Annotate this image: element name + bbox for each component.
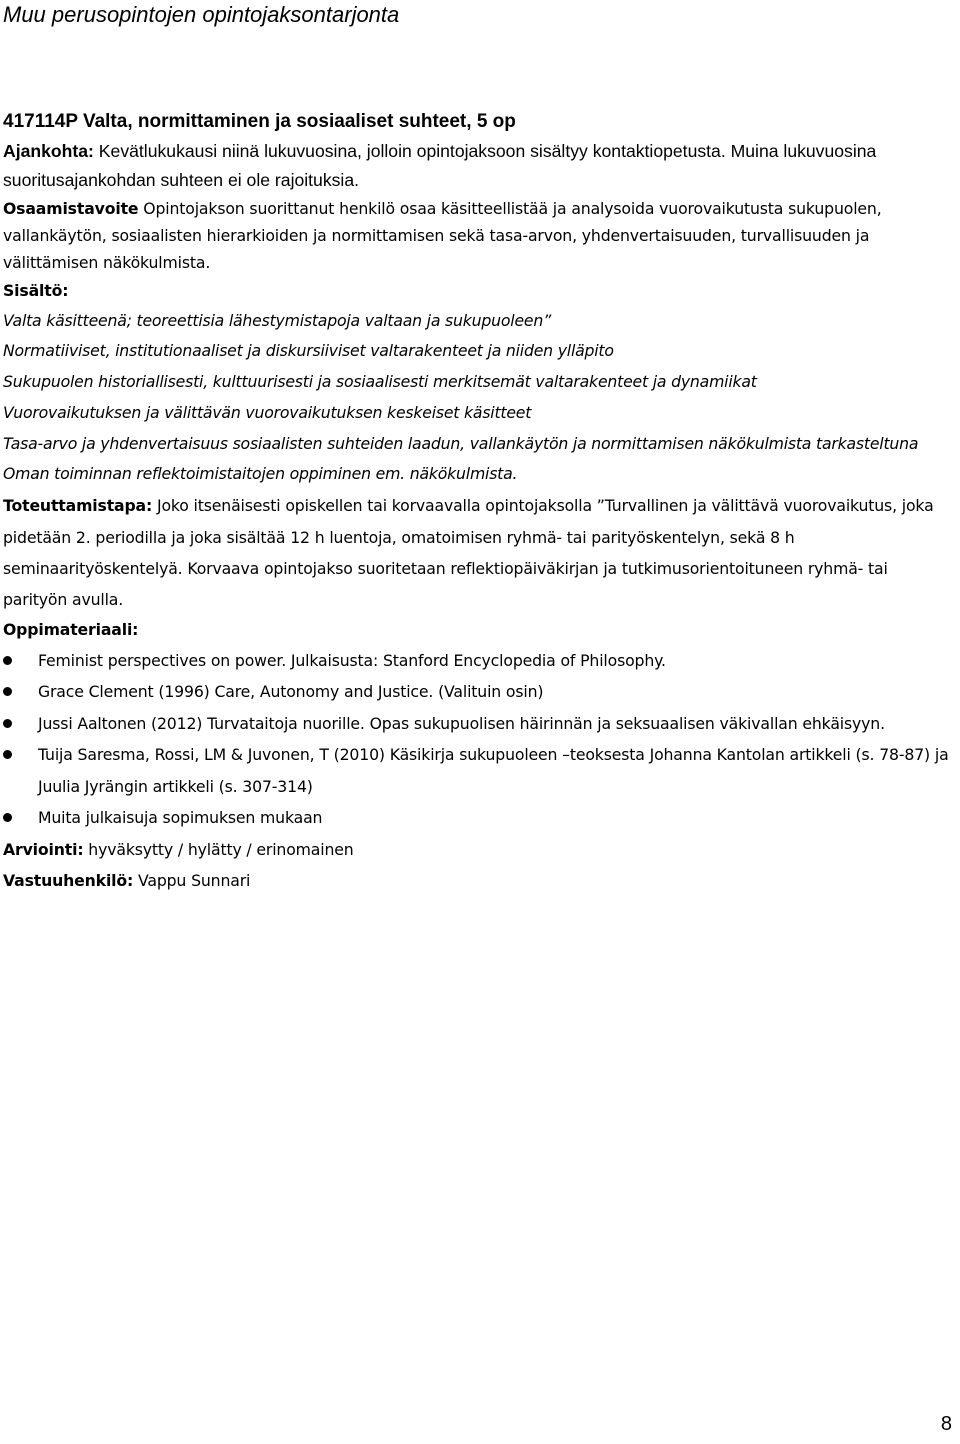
list-item: Jussi Aaltonen (2012) Turvataitoja nuorille. Opas sukupuolisen häirinnän ja seksuaalisen väkivallan ehkäisyyn. (3, 708, 953, 740)
content-list (3, 306, 953, 491)
bullet-icon (3, 687, 12, 696)
content-item: Tasa-arvo ja yhdenvertaisuus sosiaalisten suhteiden laadun, vallankäytön ja normittamisen näkökulmista tarkasteltuna (3, 433, 919, 453)
list-item: Tuija Saresma, Rossi, LM & Juvonen, T (2010) Käsikirja sukupuoleen –teoksesta Johanna Kantolan artikkeli (s. 78-87) ja Juulia Jyrängin artikkeli (s. 307-314) (3, 739, 953, 802)
course-title: 417114P Valta, normittaminen ja sosiaaliset suhteet, 5 op (3, 111, 516, 132)
content-label: Sisältö: (3, 281, 69, 300)
goal-label: Osaamistavoite (3, 199, 139, 218)
content-item: Sukupuolen historiallisesti, kulttuurisesti ja sosiaalisesti merkitsemät valtarakenteet ja dynamiikat (3, 372, 757, 392)
timing-paragraph (3, 137, 953, 195)
page-number: 8 (940, 1413, 952, 1435)
bullet-icon (3, 719, 12, 728)
responsible-paragraph (3, 865, 953, 896)
timing-label: Ajankohta: (3, 141, 94, 161)
responsible-label: Vastuuhenkilö: (3, 870, 134, 890)
goal-paragraph (3, 195, 953, 276)
course-section (3, 107, 953, 896)
bullet-icon (3, 750, 12, 759)
list-item: Grace Clement (1996) Care, Autonomy and Justice. (Valituin osin) (3, 676, 953, 708)
method-label: Toteuttamistapa: (3, 496, 153, 516)
content-item: Valta käsitteenä; teoreettisia lähestymistapoja valtaan ja sukupuoleen” (3, 310, 552, 330)
bullet-icon (3, 813, 12, 822)
grading-label: Arviointi: (3, 839, 84, 859)
method-paragraph (3, 490, 953, 615)
materials-list (3, 645, 953, 834)
content-item: Normatiiviset, institutionaaliset ja diskursiiviset valtarakenteet ja niiden ylläpito (3, 341, 614, 361)
grading-paragraph (3, 834, 953, 865)
list-item: Feminist perspectives on power. Julkaisusta: Stanford Encyclopedia of Philosophy. (3, 645, 953, 677)
content-item: Vuorovaikutuksen ja välittävän vuorovaikutuksen keskeiset käsitteet (3, 402, 532, 422)
timing-text: Kevätlukukausi niinä lukuvuosina, jolloin opintojaksoon sisältyy kontaktiopetusta. Muina lukuvuosina suoritusajankohdan suhteen ei ole rajoituksia. (3, 141, 877, 190)
page-heading: Muu perusopintojen opintojaksontarjonta (3, 2, 400, 27)
responsible-text: Vappu Sunnari (133, 870, 251, 890)
list-item: Muita julkaisuja sopimuksen mukaan (3, 802, 953, 834)
method-text: Joko itsenäisesti opiskellen tai korvaavalla opintojaksolla ”Turvallinen ja välittävä vuorovaikutus, joka pidetään 2. periodilla ja joka sisältää 12 h luentoja, omatoimisen ryhmä- tai parityöskentelyn, sekä 8 h seminaarityöskentelyä. Korvaava opintojakso suoritetaan reflektiopäiväkirjan ja tutkimusorientoituneen ryhmä- tai parityön avulla. (3, 496, 934, 610)
bullet-icon (3, 656, 12, 665)
content-item: Oman toiminnan reflektoimistaitojen oppiminen em. näkökulmista. (3, 464, 518, 484)
materials-label: Oppimateriaali: (3, 620, 139, 640)
grading-text: hyväksytty / hylätty / erinomainen (83, 839, 354, 859)
goal-text: Opintojakson suorittanut henkilö osaa käsitteellistää ja analysoida vuorovaikutusta sukupuolen, vallankäytön, sosiaalisten hierarkioiden ja normittamisen sekä tasa-arvon, yhdenvertaisuuden, turvallisuuden ja välittämisen näkökulmista. (3, 199, 882, 272)
